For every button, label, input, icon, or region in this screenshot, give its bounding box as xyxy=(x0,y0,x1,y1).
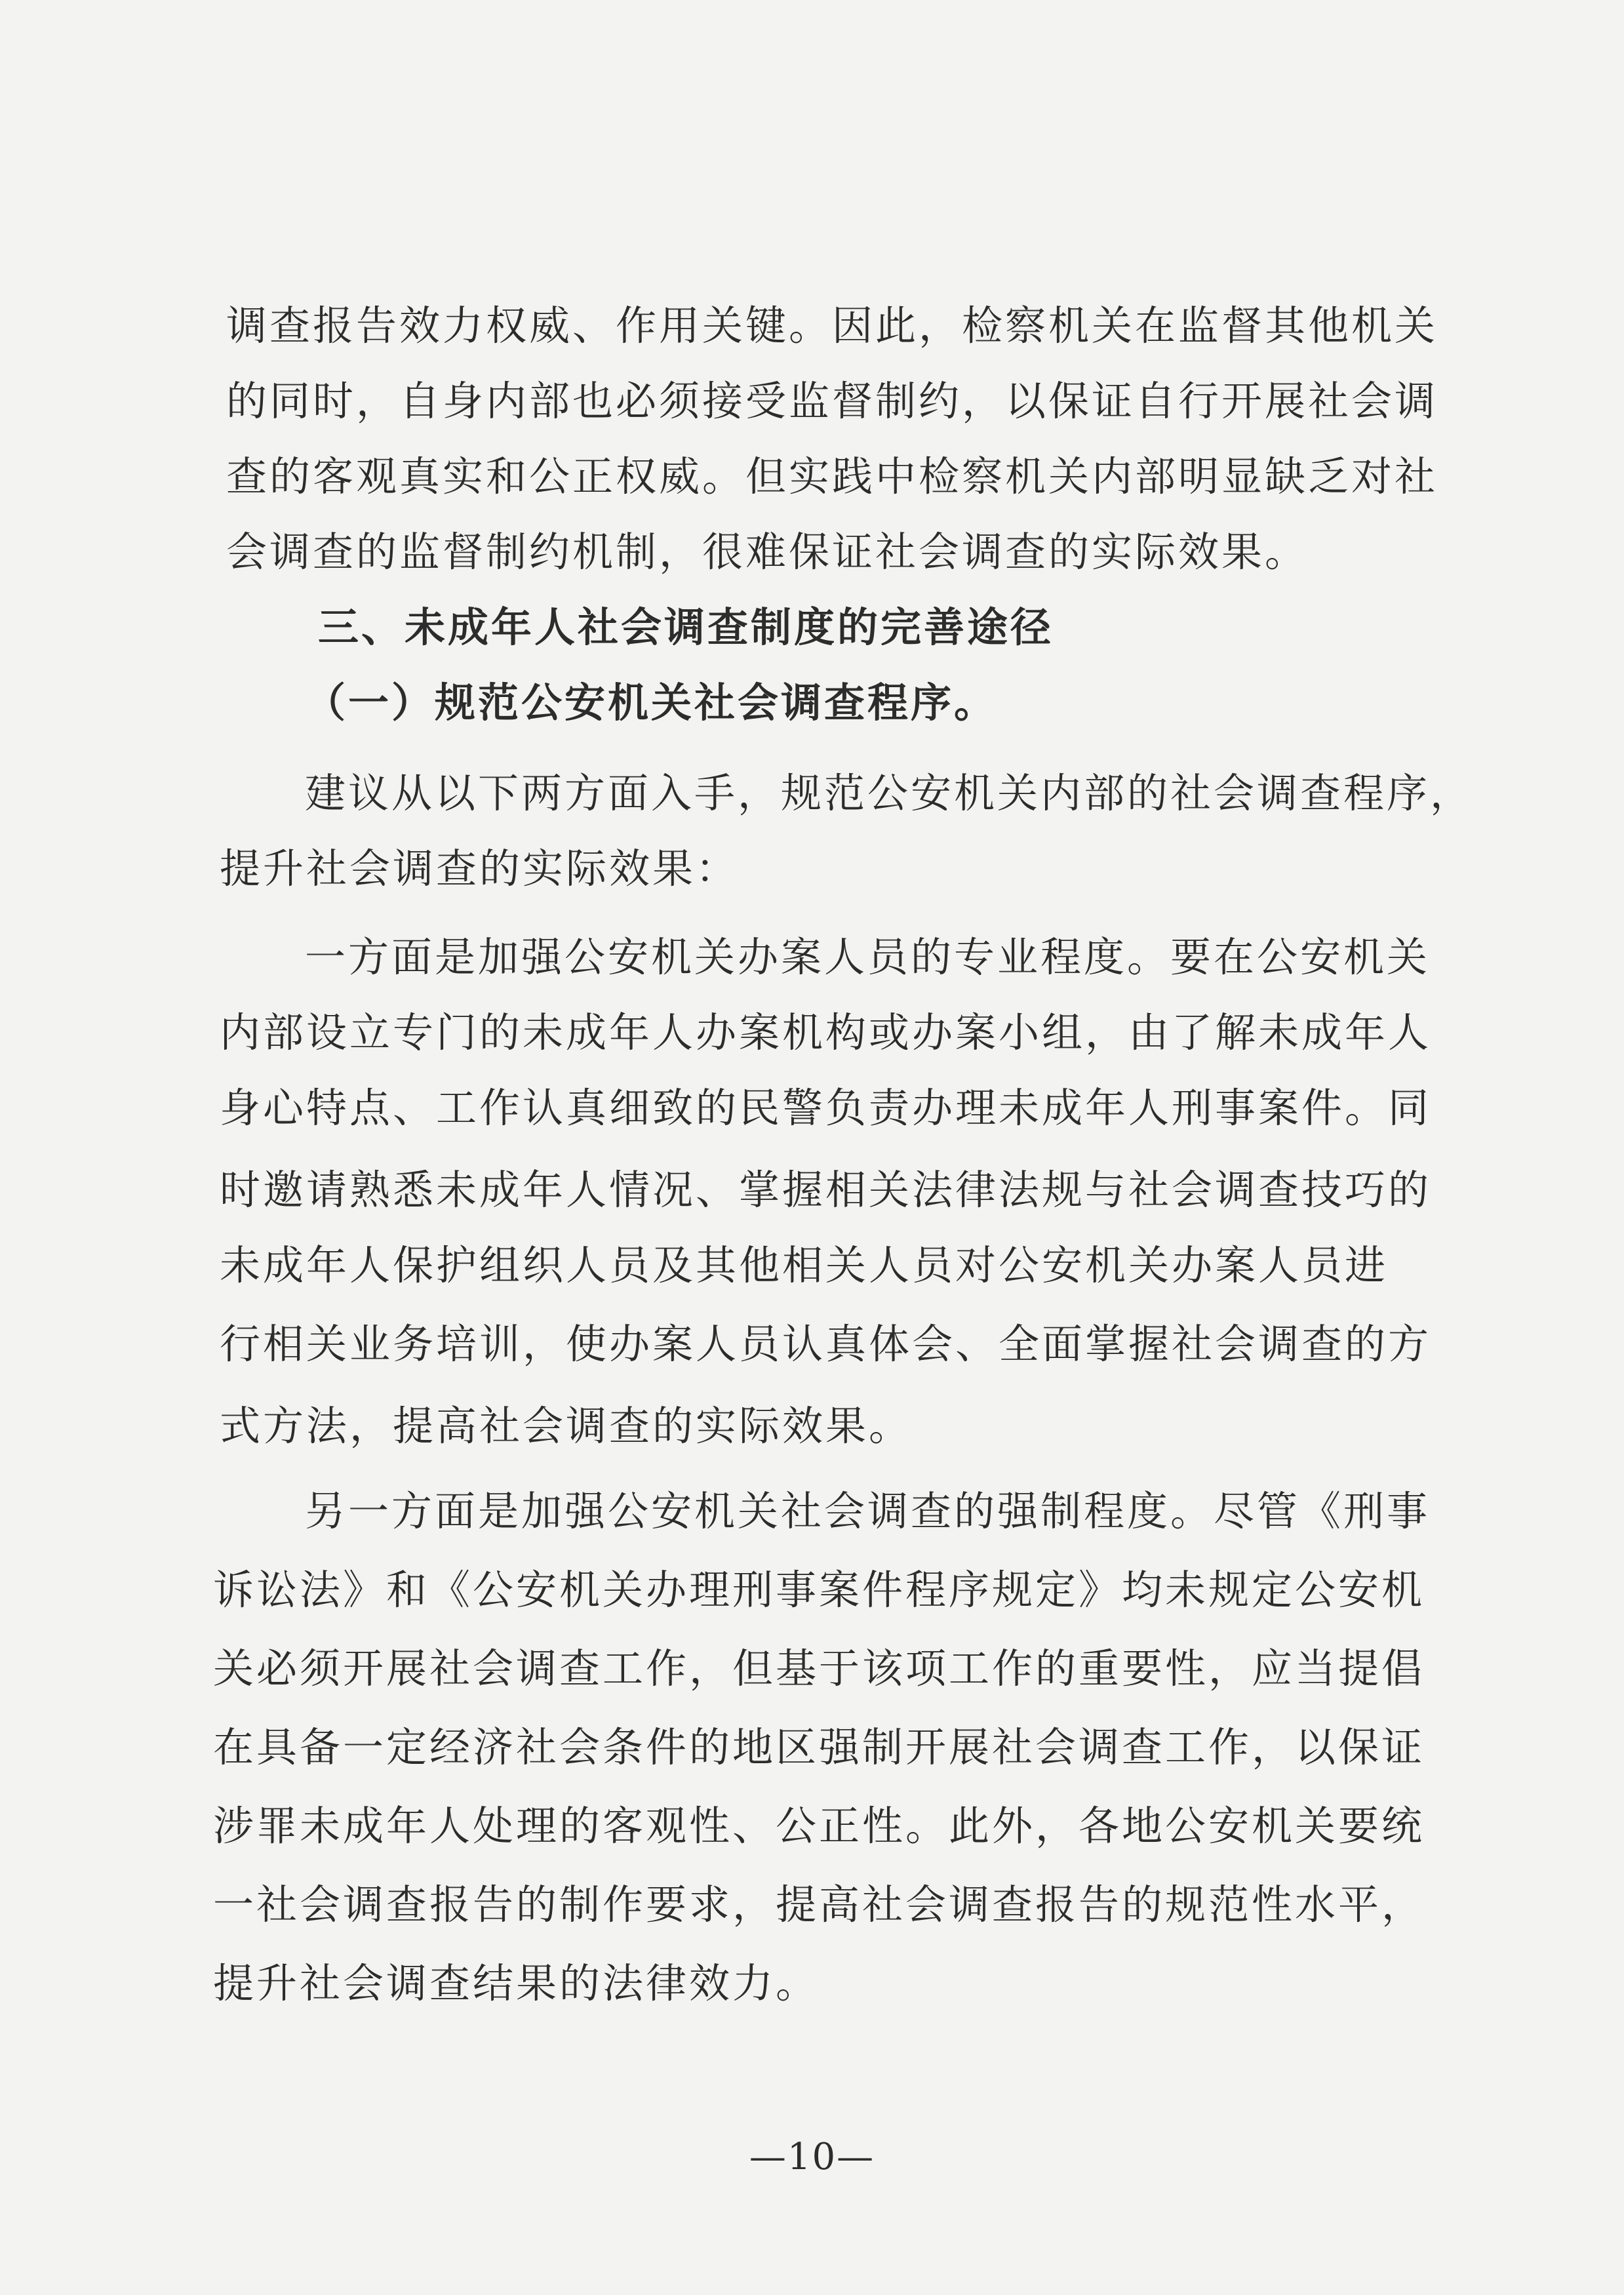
body-line: 查的客观真实和公正权威。但实践中检察机关内部明显缺乏对社 xyxy=(226,452,1438,500)
page-number: —10— xyxy=(749,2136,875,2178)
body-line: 建议从以下两方面入手，规范公安机关内部的社会调查程序， xyxy=(305,769,1474,817)
body-line: 时邀请熟悉未成年人情况、掌握相关法律法规与社会调查技巧的 xyxy=(220,1166,1432,1214)
subsection-heading: （一）规范公安机关社会调查程序。 xyxy=(305,679,998,727)
body-line: 提升社会调查结果的法律效力。 xyxy=(213,1959,820,2007)
body-line: 提升社会调查的实际效果： xyxy=(220,845,740,892)
body-line: 式方法，提高社会调查的实际效果。 xyxy=(220,1402,913,1450)
body-line: 内部设立专门的未成年人办案机构或办案小组，由了解未成年人 xyxy=(220,1008,1432,1056)
body-line: 诉讼法》和《公安机关办理刑事案件程序规定》均未规定公安机 xyxy=(213,1566,1425,1614)
body-line: 一方面是加强公安机关办案人员的专业程度。要在公安机关 xyxy=(305,933,1431,981)
body-line: 未成年人保护组织人员及其他相关人员对公安机关办案人员进 xyxy=(220,1241,1389,1289)
body-line: 涉罪未成年人处理的客观性、公正性。此外，各地公安机关要统 xyxy=(213,1802,1425,1850)
section-heading: 三、未成年人社会调查制度的完善途径 xyxy=(318,603,1054,651)
body-line: 行相关业务培训，使办案人员认真体会、全面掌握社会调查的方 xyxy=(220,1320,1432,1368)
body-line: 关必须开展社会调查工作，但基于该项工作的重要性，应当提倡 xyxy=(213,1645,1425,1692)
body-line: 调查报告效力权威、作用关键。因此，检察机关在监督其他机关 xyxy=(226,302,1438,349)
body-line: 身心特点、工作认真细致的民警负责办理未成年人刑事案件。同 xyxy=(220,1084,1432,1132)
body-line: 在具备一定经济社会条件的地区强制开展社会调查工作，以保证 xyxy=(213,1723,1425,1771)
body-line: 会调查的监督制约机制，很难保证社会调查的实际效果。 xyxy=(226,528,1309,576)
body-line: 一社会调查报告的制作要求，提高社会调查报告的规范性水平， xyxy=(213,1881,1425,1928)
body-line: 的同时，自身内部也必须接受监督制约，以保证自行开展社会调 xyxy=(226,377,1438,425)
body-line: 另一方面是加强公安机关社会调查的强制程度。尽管《刑事 xyxy=(305,1487,1431,1535)
